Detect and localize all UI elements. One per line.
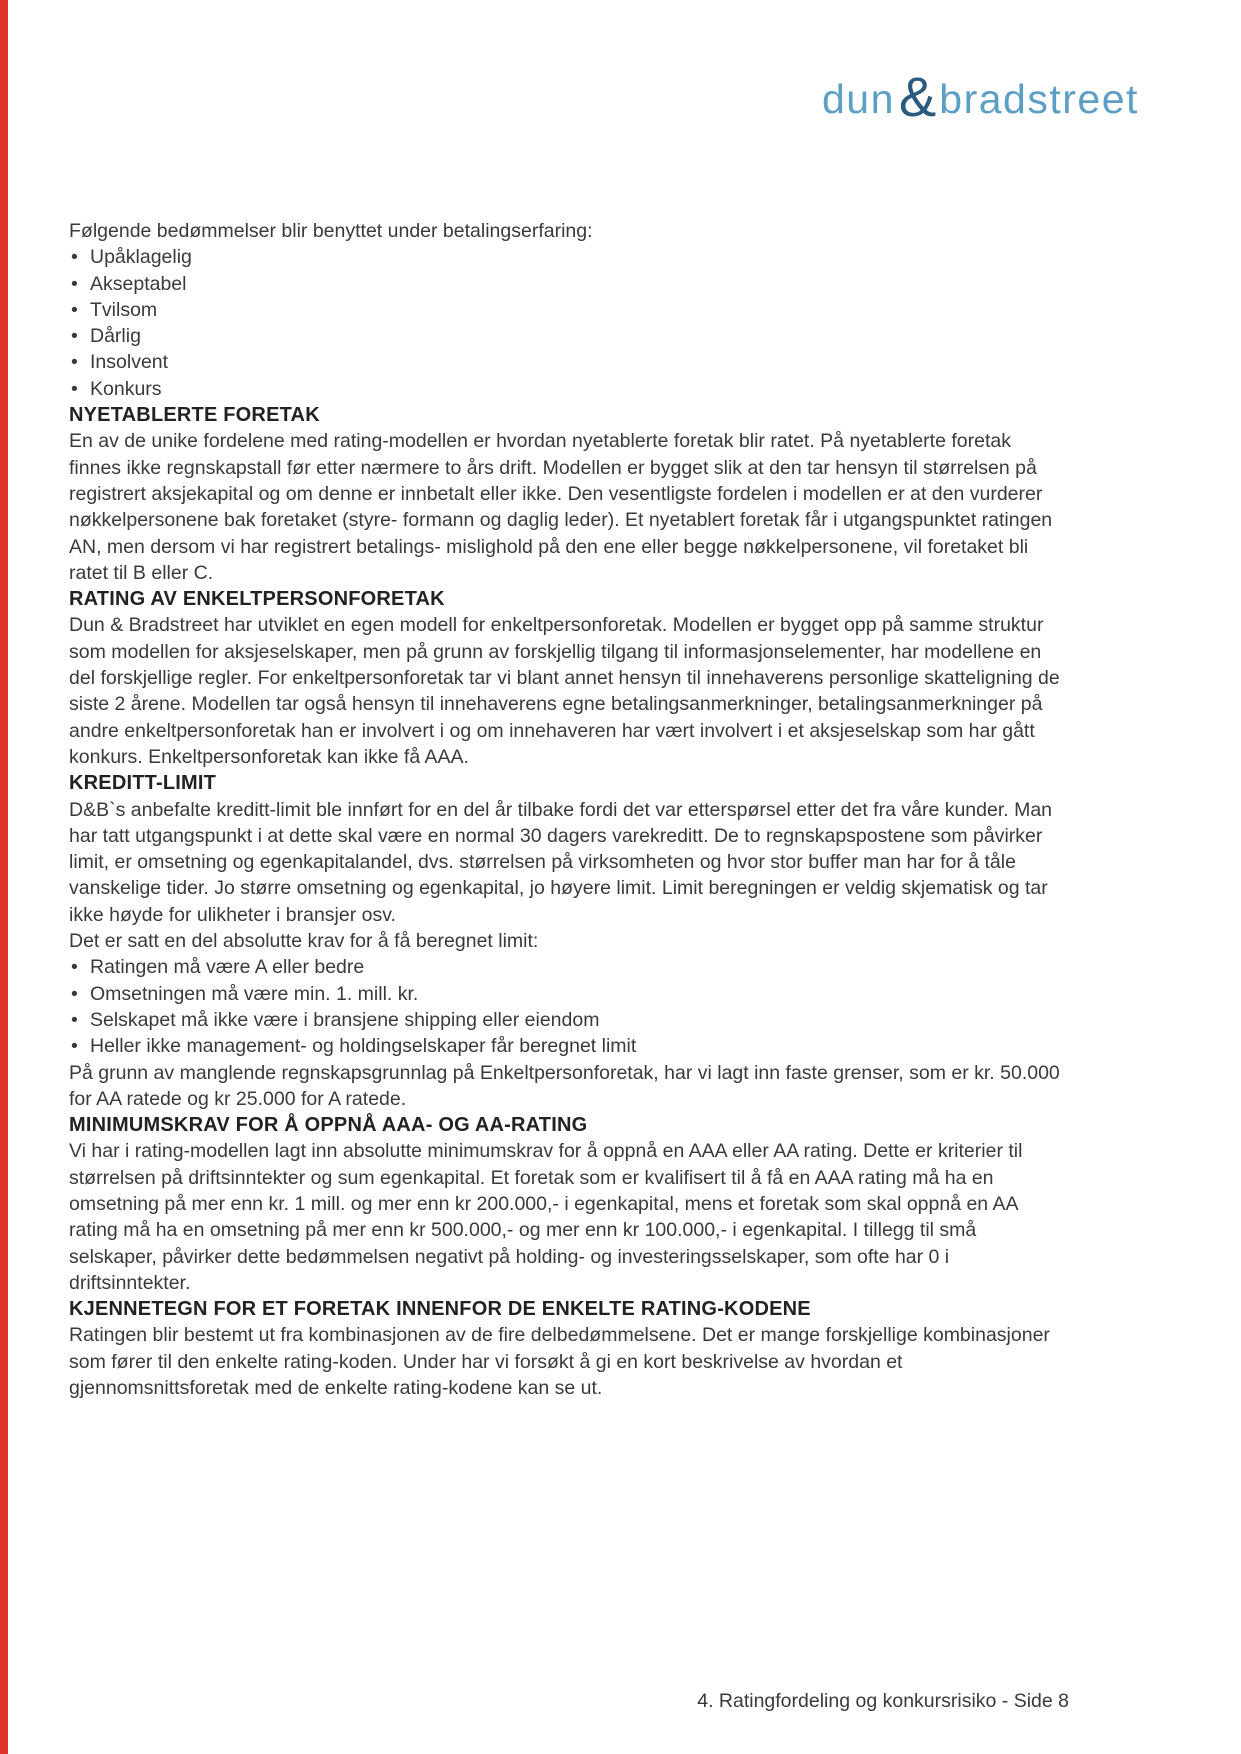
section-body: D&B`s anbefalte kreditt-limit ble innført for en del år tilbake fordi det var etterspørsel etter det fra våre kunder. Man har tatt utgangspunkt i at dette skal være en normal 30 dagers varekreditt. De to regnskapspostene som påvirker limit, er omsetning og egenkapitalandel, dvs. størrelsen på virksomheten og hvor stor buffer man har for å tåle vanskelige tider. Jo større omsetning og egenkapital, jo høyere limit. Limit beregningen er veldig skjematisk og tar ikke høyde for ulikheter i bransjer osv. [69, 798, 1053, 926]
section-heading-minimumskrav: MINIMUMSKRAV FOR Å OPPNÅ AAA- OG AA-RATING [69, 1114, 588, 1137]
page-edge-marker [0, 0, 8, 1754]
bullet-icon: • [71, 246, 78, 269]
logo-text-dun: dun [822, 76, 895, 122]
bullet-icon: • [71, 1035, 78, 1058]
list-item: • Dårlig [69, 323, 1066, 349]
section-heading-rating-av-enkeltpersonforetak: RATING AV ENKELTPERSONFORETAK [69, 588, 445, 611]
bullet-icon: • [71, 377, 78, 400]
bullet-icon: • [71, 982, 78, 1005]
section-heading-kjennetegn: KJENNETEGN FOR ET FORETAK INNENFOR DE ENKELTE RATING-KODENE [69, 1298, 811, 1321]
document-body [69, 218, 1066, 1401]
section-body: En av de unike fordelene med rating-modellen er hvordan nyetablerte foretak blir ratet. På nyetablerte foretak finnes ikke regnskapstall før etter nærmere to års drift. Modellen er bygget slik at den tar hensyn til størrelsen på registrert aksjekapital og om denne er innbetalt eller ikke. Den vesentligste fordelen i modellen er at den vurderer nøkkelpersonene bak foretaket (styre- formann og daglig leder). Et nyetablert foretak får i utgangspunktet ratingen AN, men dersom vi har registrert betalings- mislighold på den ene eller begge nøkkelpersonene, vil foretaket bli ratet til B eller C. [69, 430, 1053, 584]
bullet-icon: • [71, 1008, 78, 1031]
page-footer: 4. Ratingfordeling og konkursrisiko - Side 8 [697, 1690, 1069, 1712]
limit-krav-list [69, 954, 1066, 1059]
list-item: • Konkurs [69, 376, 1066, 402]
section-body: Ratingen blir bestemt ut fra kombinasjonen av de fire delbedømmelsene. Det er mange forskjellige kombinasjoner som fører til den enkelte rating-koden. Under har vi forsøkt å gi en kort beskrivelse av hvordan et gjennomsnittsforetak med de enkelte rating-kodene kan se ut. [69, 1324, 1050, 1400]
intro-lead: Følgende bedømmelser blir benyttet under betalingserfaring: [69, 220, 593, 242]
list-item: • Heller ikke management- og holdingselskaper får beregnet limit [69, 1033, 1066, 1059]
limit-note: På grunn av manglende regnskapsgrunnlag på Enkeltpersonforetak, har vi lagt inn faste grenser, som er kr. 50.000 for AA ratede og kr 25.000 for A ratede. [69, 1061, 1060, 1110]
list-item: • Tvilsom [69, 297, 1066, 323]
bullet-icon: • [71, 272, 78, 295]
bullet-icon: • [71, 325, 78, 348]
bullet-icon: • [71, 298, 78, 321]
list-item: • Akseptabel [69, 271, 1066, 297]
section-body: Dun & Bradstreet har utviklet en egen modell for enkeltpersonforetak. Modellen er bygget opp på samme struktur som modellen for aksjeselskaper, men på grunn av forskjellig tilgang til informasjonselementer, har modellene en del forskjellige regler. For enkeltpersonforetak tar vi blant annet hensyn til innehaverens personlige skatteligning de siste 2 årene. Modellen tar også hensyn til innehaverens egne betalingsanmerkninger, betalingsanmerkninger på andre enkeltpersonforetak han er involvert i og om innehaveren har vært involvert i et aksjeselskap som har gått konkurs. Enkeltpersonforetak kan ikke få AAA. [69, 614, 1060, 768]
list-item: • Insolvent [69, 349, 1066, 375]
section-heading-nyetablerte-foretak: NYETABLERTE FORETAK [69, 404, 320, 427]
section-heading-kreditt-limit: KREDITT-LIMIT [69, 772, 217, 795]
section-body: Vi har i rating-modellen lagt inn absolutte minimumskrav for å oppnå en AAA eller AA rating. Dette er kriterier til størrelsen på driftsinntekter og sum egenkapital. Et foretak som er kvalifisert til å få en AAA rating må ha en omsetning på mer enn kr. 1 mill. og mer enn kr 200.000,- i egenkapital, mens et foretak som skal oppnå en AA rating må ha en omsetning på mer enn kr 500.000,- og mer enn kr 100.000,- i egenkapital. I tillegg til små selskaper, påvirker dette bedømmelsen negativt på holding- og investeringsselskaper, som ofte har 0 i driftsinntekter. [69, 1140, 1023, 1294]
limit-krav-lead: Det er satt en del absolutte krav for å få beregnet limit: [69, 930, 539, 953]
payment-assessment-list [69, 244, 1066, 402]
dun-bradstreet-logo [822, 65, 1139, 128]
logo-ampersand-icon: & [898, 65, 937, 128]
list-item: • Ratingen må være A eller bedre [69, 954, 1066, 980]
list-item: • Selskapet må ikke være i bransjene shipping eller eiendom [69, 1007, 1066, 1033]
bullet-icon: • [71, 956, 78, 979]
list-item: • Upåklagelig [69, 244, 1066, 270]
logo-text-bradstreet: bradstreet [939, 76, 1139, 122]
bullet-icon: • [71, 351, 78, 374]
list-item: • Omsetningen må være min. 1. mill. kr. [69, 981, 1066, 1007]
